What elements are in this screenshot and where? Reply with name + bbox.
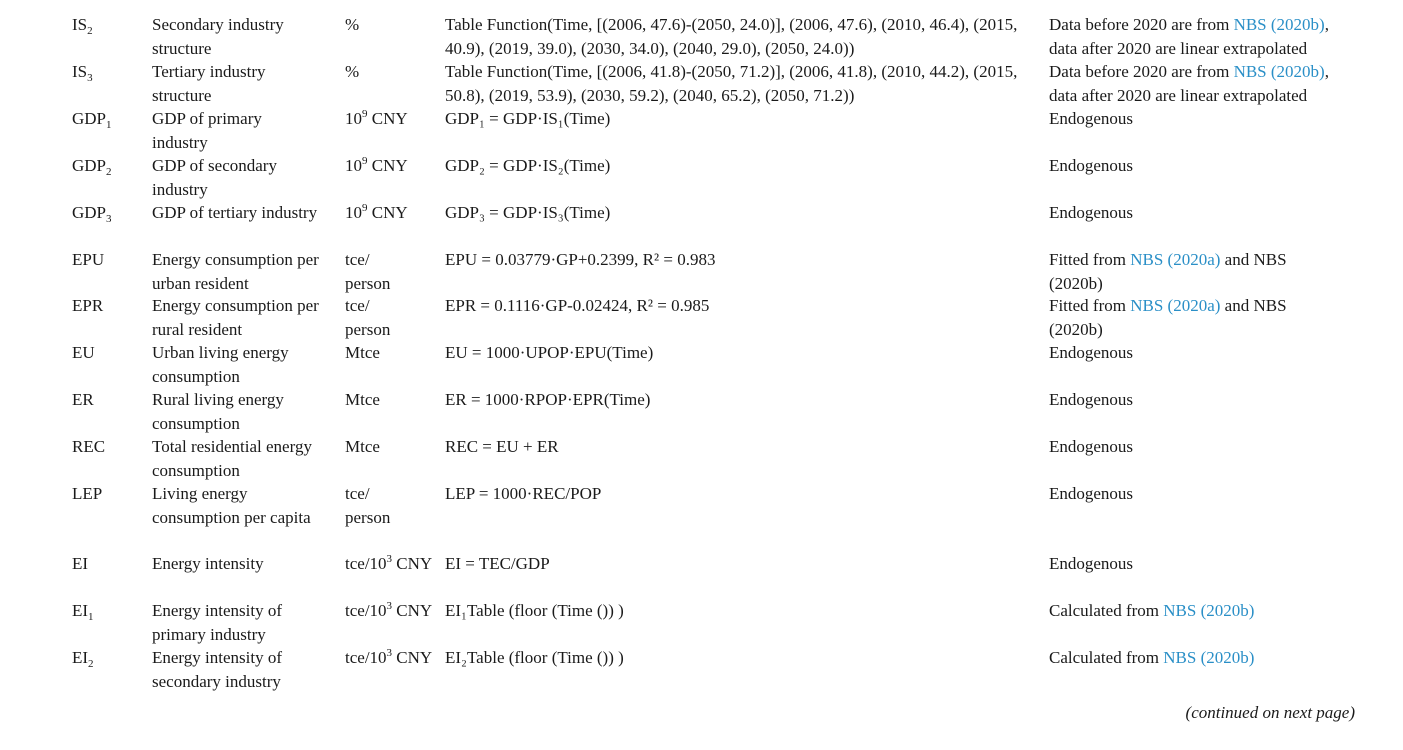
symbol-base: GDP — [72, 109, 107, 128]
variable-symbol — [72, 201, 147, 225]
variable-symbol — [72, 154, 147, 178]
variable-symbol — [72, 248, 147, 272]
symbol-subscript: 1 — [106, 119, 112, 131]
source-text: Endogenous — [1049, 109, 1134, 128]
data-source — [1049, 294, 1319, 341]
symbol-base: ER — [72, 390, 94, 409]
unit-exponent: 3 — [386, 647, 393, 659]
data-source — [1049, 60, 1359, 107]
variable-description: Rural living energy consumption — [152, 390, 284, 433]
variable-symbol — [72, 435, 147, 459]
unit-text: 10 — [345, 156, 362, 175]
data-source — [1049, 201, 1369, 225]
variable-symbol — [72, 341, 147, 365]
data-source — [1049, 482, 1369, 506]
variable-unit — [345, 482, 405, 529]
unit-text: tce/10 — [345, 554, 387, 573]
unit-suffix: CNY — [392, 554, 433, 573]
variable-unit — [345, 294, 405, 341]
source-text: Calculated from — [1049, 648, 1164, 667]
source-text: Endogenous — [1049, 554, 1134, 573]
variable-unit — [345, 552, 440, 576]
variable-description: Energy consumption per urban resident — [152, 250, 319, 293]
symbol-base: EI — [72, 554, 89, 573]
unit-text: Mtce — [345, 390, 380, 409]
source-text: Fitted from — [1049, 250, 1131, 269]
symbol-base: REC — [72, 437, 106, 456]
variable-description: Energy intensity of secondary industry — [152, 648, 282, 691]
symbol-base: GDP — [72, 203, 107, 222]
variable-unit — [345, 248, 405, 295]
variable-equation: GDP₁ = GDP·IS₁(Time) — [445, 109, 611, 128]
variable-equation: EPU = 0.03779·GP+0.2399, R² = 0.983 — [445, 250, 716, 269]
source-text-suffix: and NBS (2020b) — [1049, 250, 1287, 293]
symbol-subscript: 3 — [106, 213, 112, 225]
variable-equation: Table Function(Time, [(2006, 47.6)-(2050, 24.0)], (2006, 47.6), (2010, 46.4), (2015, 40.9), (2019, 39.0), (2030, 34.0), (2040, 29.0), (2050, 24.0)) — [445, 15, 1018, 58]
source-text: Data before 2020 are from — [1049, 62, 1234, 81]
unit-exponent: 3 — [386, 600, 393, 612]
variable-description: Living energy consumption per capita — [152, 484, 311, 527]
variable-symbol — [72, 60, 147, 84]
source-text: Calculated from — [1049, 601, 1164, 620]
variable-unit — [345, 107, 440, 131]
variable-symbol — [72, 482, 147, 506]
source-reference-link[interactable]: NBS (2020b) — [1233, 62, 1325, 81]
unit-text: tce/10 — [345, 601, 387, 620]
symbol-base: EU — [72, 343, 95, 362]
unit-exponent: 3 — [386, 553, 393, 565]
variable-unit — [345, 646, 440, 670]
unit-text: tce/ person — [345, 484, 391, 527]
variable-equation: EI₂Table (floor (Time ()) ) — [445, 648, 624, 667]
unit-text: 10 — [345, 109, 362, 128]
variable-description: GDP of primary industry — [152, 109, 262, 152]
variable-description: Energy consumption per rural resident — [152, 296, 319, 339]
unit-text: % — [345, 62, 360, 81]
variable-equation: ER = 1000·RPOP·EPR(Time) — [445, 390, 651, 409]
variable-unit — [345, 435, 440, 459]
variable-equation: EI₁Table (floor (Time ()) ) — [445, 601, 624, 620]
variable-unit — [345, 13, 440, 37]
variable-description: Total residential energy consumption — [152, 437, 312, 480]
unit-text: tce/ person — [345, 250, 391, 293]
unit-exponent: 9 — [362, 202, 368, 214]
symbol-base: IS — [72, 62, 88, 81]
variable-unit — [345, 60, 440, 84]
variable-unit — [345, 341, 440, 365]
symbol-subscript: 2 — [88, 658, 94, 670]
data-source — [1049, 388, 1369, 412]
data-source — [1049, 599, 1369, 623]
symbol-subscript: 3 — [87, 72, 93, 84]
variable-description: GDP of secondary industry — [152, 156, 277, 199]
data-source — [1049, 435, 1369, 459]
variable-description: Urban living energy consumption — [152, 343, 289, 386]
source-text-suffix: and NBS (2020b) — [1049, 296, 1287, 339]
variable-symbol — [72, 388, 147, 412]
source-reference-link[interactable]: NBS (2020a) — [1130, 296, 1221, 315]
symbol-base: EI — [72, 601, 89, 620]
unit-suffix: CNY — [367, 109, 408, 128]
source-text: Endogenous — [1049, 203, 1134, 222]
source-text: Endogenous — [1049, 156, 1134, 175]
source-text-suffix: , data after 2020 are linear extrapolated — [1049, 62, 1329, 105]
variable-equation: LEP = 1000·REC/POP — [445, 484, 602, 503]
variable-unit — [345, 388, 440, 412]
unit-suffix: CNY — [392, 648, 433, 667]
variable-equation: EPR = 0.1116·GP-0.02424, R² = 0.985 — [445, 296, 710, 315]
source-text-suffix: , data after 2020 are linear extrapolated — [1049, 15, 1329, 58]
variable-equation: REC = EU + ER — [445, 437, 559, 456]
symbol-base: GDP — [72, 156, 107, 175]
unit-suffix: CNY — [367, 203, 408, 222]
variable-description: Tertiary industry structure — [152, 62, 266, 105]
source-text: Fitted from — [1049, 296, 1131, 315]
variable-description: Energy intensity of primary industry — [152, 601, 282, 644]
data-source — [1049, 248, 1319, 295]
unit-text: tce/ person — [345, 296, 391, 339]
unit-suffix: CNY — [367, 156, 408, 175]
symbol-base: IS — [72, 15, 88, 34]
unit-text: 10 — [345, 203, 362, 222]
variable-description: Energy intensity — [152, 554, 264, 573]
symbol-subscript: 2 — [87, 25, 93, 37]
symbol-base: EI — [72, 648, 89, 667]
source-reference-link[interactable]: NBS (2020a) — [1130, 250, 1221, 269]
data-source — [1049, 154, 1369, 178]
symbol-subscript: 2 — [106, 166, 112, 178]
variable-symbol — [72, 646, 147, 670]
unit-exponent: 9 — [362, 155, 368, 167]
source-reference-link[interactable]: NBS (2020b) — [1163, 601, 1255, 620]
variable-description: Secondary industry structure — [152, 15, 284, 58]
unit-text: tce/10 — [345, 648, 387, 667]
variable-equation: EI = TEC/GDP — [445, 554, 550, 573]
symbol-base: LEP — [72, 484, 103, 503]
source-text: Data before 2020 are from — [1049, 15, 1234, 34]
variable-symbol — [72, 294, 147, 318]
symbol-base: EPU — [72, 250, 105, 269]
data-source — [1049, 646, 1369, 670]
variable-equation: EU = 1000·UPOP·EPU(Time) — [445, 343, 654, 362]
data-source — [1049, 552, 1369, 576]
source-text: Endogenous — [1049, 343, 1134, 362]
unit-suffix: CNY — [392, 601, 433, 620]
unit-text: Mtce — [345, 437, 380, 456]
source-text: Endogenous — [1049, 390, 1134, 409]
variable-equation: GDP₂ = GDP·IS₂(Time) — [445, 156, 611, 175]
source-reference-link[interactable]: NBS (2020b) — [1233, 15, 1325, 34]
data-source — [1049, 107, 1369, 131]
variable-unit — [345, 154, 440, 178]
symbol-subscript: 1 — [88, 611, 94, 623]
continued-note: (continued on next page) — [1185, 703, 1355, 722]
unit-text: % — [345, 15, 360, 34]
source-reference-link[interactable]: NBS (2020b) — [1163, 648, 1255, 667]
variable-symbol — [72, 13, 147, 37]
data-source — [1049, 13, 1359, 60]
unit-text: Mtce — [345, 343, 380, 362]
symbol-base: EPR — [72, 296, 104, 315]
variable-equation: GDP₃ = GDP·IS₃(Time) — [445, 203, 611, 222]
data-source — [1049, 341, 1369, 365]
unit-exponent: 9 — [362, 108, 368, 120]
variable-symbol — [72, 107, 147, 131]
variable-symbol — [72, 552, 147, 576]
variable-description: GDP of tertiary industry — [152, 203, 318, 222]
variable-unit — [345, 599, 440, 623]
variable-symbol — [72, 599, 147, 623]
variable-unit — [345, 201, 440, 225]
source-text: Endogenous — [1049, 437, 1134, 456]
variable-equation: Table Function(Time, [(2006, 41.8)-(2050, 71.2)], (2006, 41.8), (2010, 44.2), (2015, 50.8), (2019, 53.9), (2030, 59.2), (2040, 65.2), (2050, 71.2)) — [445, 62, 1018, 105]
source-text: Endogenous — [1049, 484, 1134, 503]
